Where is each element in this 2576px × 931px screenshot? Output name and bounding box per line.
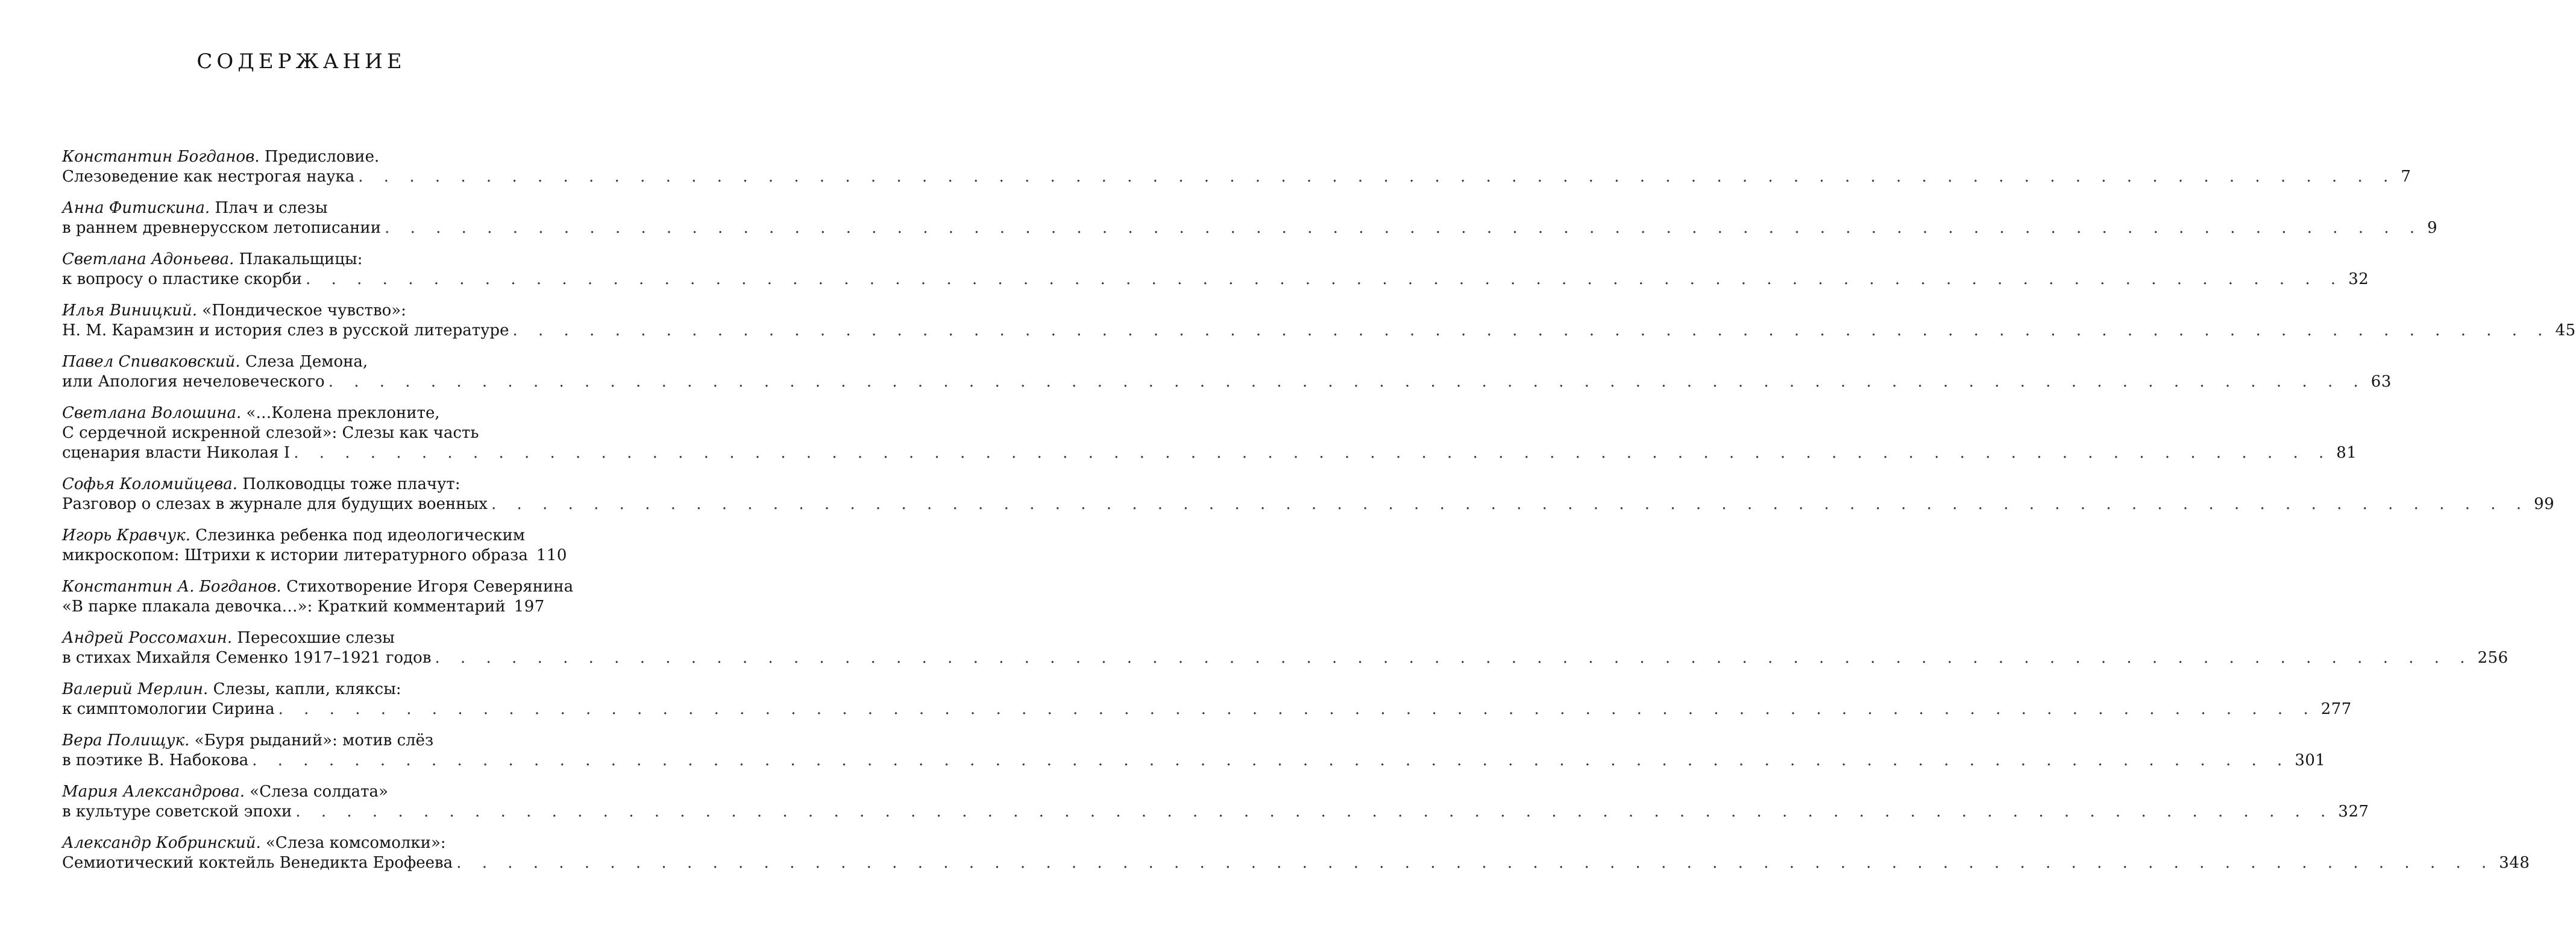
- toc-entry-text: [62, 751, 248, 771]
- table-of-contents: [62, 147, 2576, 885]
- toc-author: Валерий Мерлин.: [62, 680, 209, 698]
- toc-title-line: Пересохшие слезы: [237, 629, 395, 647]
- toc-entry-text: [62, 270, 302, 289]
- toc-title-line: в поэтике В. Набокова: [62, 751, 249, 769]
- toc-title-line: Семиотический коктейль Венедикта Ерофеева: [62, 854, 453, 872]
- page-number: 81: [2336, 444, 2357, 462]
- toc-entry-text: [62, 546, 528, 566]
- page-number: 9: [2427, 219, 2438, 237]
- toc-entry-line: [62, 597, 545, 617]
- toc-title-line: Плач и слезы: [215, 199, 328, 217]
- dot-leader: . . . . . . . . . . . . . . . . . . . . . . . . . . . . . . . . . . . . . . . . . . . . . . . . . . . . . . . . . . . . . . . . . . . . . . . . . . . . . . . .: [278, 700, 2316, 718]
- toc-title-line: Предисловие.: [264, 148, 380, 166]
- toc-entry-line: [62, 147, 539, 167]
- dot-leader: . . . . . . . . . . . . . . . . . . . . . . . . . . . . . . . . . . . . . . . . . . . . . . . . . . . . . . . . . . . . . . . . . . . . . . . . . . . . . . . .: [435, 649, 2473, 667]
- page-number: 277: [2320, 700, 2352, 718]
- toc-entry-line: [62, 321, 2576, 341]
- page-number: 7: [2401, 168, 2411, 186]
- toc-entry-line: [62, 270, 2369, 289]
- toc-entry-text: [62, 167, 354, 187]
- toc-title-line: в стихах Михайля Семенко 1917–1921 годов: [62, 649, 432, 667]
- toc-entry-line: [62, 301, 539, 321]
- toc-title-line: в культуре советской эпохи: [62, 803, 292, 821]
- dot-leader: . . . . . . . . . . . . . . . . . . . . . . . . . . . . . . . . . . . . . . . . . . . . . . . . . . . . . . . . . . . . . . . . . . . . . . . . . . . . . . . .: [295, 803, 2334, 821]
- toc-author: Александр Кобринский.: [62, 834, 261, 852]
- toc-author: Анна Фитискина.: [62, 199, 210, 217]
- toc-entry-line: [62, 372, 2392, 392]
- toc-author: Светлана Волошина.: [62, 404, 242, 422]
- toc-title-line: «Буря рыданий»: мотив слёз: [194, 731, 434, 750]
- toc-title-line: Слезинка ребенка под идеологическим: [195, 526, 526, 544]
- toc-title-line: «Слеза комсомолки»:: [266, 834, 446, 852]
- page-number: 301: [2295, 751, 2326, 769]
- toc-entry-line: [62, 833, 539, 853]
- toc-author: Светлана Адоньева.: [62, 250, 234, 268]
- page-number: 32: [2348, 270, 2369, 288]
- toc-entry[interactable]: [62, 680, 2352, 731]
- page-number: 110: [536, 546, 567, 564]
- toc-entry-line: [62, 218, 2438, 238]
- page-number: 197: [514, 598, 545, 616]
- toc-entry-line: [62, 494, 2555, 514]
- toc-entry-text: [62, 648, 431, 668]
- toc-title-line: Разговор о слезах в журнале для будущих военных: [62, 495, 488, 513]
- toc-entry-line: [62, 731, 539, 751]
- dot-leader: . . . . . . . . . . . . . . . . . . . . . . . . . . . . . . . . . . . . . . . . . . . . . . . . . . . . . . . . . . . . . . . . . . . . . . . . . . . . . . . .: [252, 751, 2290, 769]
- dot-leader: . . . . . . . . . . . . . . . . . . . . . . . . . . . . . . . . . . . . . . . . . . . . . . . . . . . . . . . . . . . . . . . . . . . . . . . . . . . . . . . .: [491, 495, 2530, 513]
- toc-entry[interactable]: [62, 628, 2508, 680]
- toc-entry[interactable]: [62, 301, 2576, 352]
- toc-author: Константин Богданов.: [62, 148, 260, 166]
- toc-title-line: Слеза Демона,: [245, 353, 368, 371]
- toc-author: Вера Полищук.: [62, 731, 190, 750]
- page-number: 45: [2555, 321, 2576, 339]
- dot-leader: . . . . . . . . . . . . . . . . . . . . . . . . . . . . . . . . . . . . . . . . . . . . . . . . . . . . . . . . . . . . . . . . . . . . . . . . . . . . . . . .: [294, 444, 2332, 462]
- toc-title-line: Плакальщицы:: [239, 250, 363, 268]
- dot-leader: . . . . . . . . . . . . . . . . . . . . . . . . . . . . . . . . . . . . . . . . . . . . . . . . . . . . . . . . . . . . . . . . . . . . . . . . . . . . . . . .: [328, 373, 2366, 391]
- toc-entry[interactable]: [62, 577, 574, 628]
- toc-entry-text: [62, 372, 325, 392]
- toc-author: Софья Коломийцева.: [62, 475, 237, 493]
- toc-entry[interactable]: [62, 782, 2369, 833]
- toc-entry-text: [62, 853, 453, 873]
- toc-title-line: к симптомологии Сирина: [62, 700, 275, 718]
- toc-title-line: С сердечной искренной слезой»: Слезы как часть: [62, 424, 479, 442]
- toc-entry[interactable]: [62, 352, 2392, 403]
- toc-title-line: к вопросу о пластике скорби: [62, 270, 303, 288]
- toc-title-line: Полководцы тоже плачут:: [242, 475, 460, 493]
- page-number: 63: [2370, 373, 2392, 391]
- toc-entry-line: [62, 628, 539, 648]
- toc-entry-line: [62, 648, 2508, 668]
- toc-entry-text: [62, 597, 506, 617]
- toc-title-line: «…Колена преклоните,: [246, 404, 440, 422]
- toc-title-line: в раннем древнерусском летописании: [62, 219, 382, 237]
- toc-author: Павел Спиваковский.: [62, 353, 240, 371]
- toc-entry[interactable]: [62, 403, 2357, 475]
- toc-entry-line: [62, 198, 539, 218]
- page-number: 348: [2499, 854, 2530, 872]
- page-number: 327: [2338, 803, 2369, 821]
- toc-entry[interactable]: [62, 526, 567, 577]
- toc-entry-text: [62, 443, 290, 463]
- toc-entry-line: [62, 443, 2357, 463]
- dot-leader: . . . . . . . . . . . . . . . . . . . . . . . . . . . . . . . . . . . . . . . . . . . . . . . . . . . . . . . . . . . . . . . . . . . . . . . . . . . . . . . .: [456, 854, 2495, 872]
- toc-entry[interactable]: [62, 250, 2369, 301]
- dot-leader: . . . . . . . . . . . . . . . . . . . . . . . . . . . . . . . . . . . . . . . . . . . . . . . . . . . . . . . . . . . . . . . . . . . . . . . . . . . . . . . .: [358, 168, 2396, 186]
- toc-author: Илья Виницкий.: [62, 301, 198, 320]
- dot-leader: . . . . . . . . . . . . . . . . . . . . . . . . . . . . . . . . . . . . . . . . . . . . . . . . . . . . . . . . . . . . . . . . . . . . . . . . . . . . . . . .: [385, 219, 2423, 237]
- toc-author: Андрей Россомахин.: [62, 629, 233, 647]
- toc-entry-line: [62, 250, 539, 270]
- dot-leader: . . . . . . . . . . . . . . . . . . . . . . . . . . . . . . . . . . . . . . . . . . . . . . . . . . . . . . . . . . . . . . . . . . . . . . . . . . . . . . . .: [306, 270, 2344, 288]
- page-number: 256: [2477, 649, 2508, 667]
- toc-author: Игорь Кравчук.: [62, 526, 190, 544]
- toc-title-line: микроскопом: Штрихи к истории литературного образа: [62, 546, 528, 564]
- toc-entry-line: [62, 352, 539, 372]
- toc-entry-text: [62, 494, 488, 514]
- toc-entry-line: [62, 423, 539, 443]
- toc-title-line: сценария власти Николая I: [62, 444, 291, 462]
- toc-entry[interactable]: [62, 475, 2555, 526]
- toc-title-line: Стихотворение Игоря Северянина: [286, 578, 574, 596]
- toc-title-line: «В парке плакала девочка…»: Краткий комментарий: [62, 598, 506, 616]
- toc-entry-text: [62, 321, 509, 341]
- toc-title-line: Слезы, капли, кляксы:: [213, 680, 401, 698]
- toc-entry-line: [62, 167, 2411, 187]
- page-title: СОДЕРЖАНИЕ: [196, 49, 406, 74]
- toc-author: Константин А. Богданов.: [62, 578, 281, 596]
- toc-entry-line: [62, 577, 574, 597]
- toc-entry-line: [62, 546, 567, 566]
- toc-entry-line: [62, 403, 539, 423]
- toc-title-line: «Пондическое чувство»:: [202, 301, 406, 320]
- toc-entry-line: [62, 853, 2530, 873]
- toc-title-line: или Апология нечеловеческого: [62, 373, 325, 391]
- toc-entry[interactable]: [62, 731, 2326, 782]
- toc-entry-line: [62, 782, 539, 802]
- toc-entry-line: [62, 802, 2369, 822]
- toc-entry[interactable]: [62, 147, 2411, 198]
- toc-title-line: Слезоведение как нестрогая наука: [62, 168, 355, 186]
- toc-entry-line: [62, 699, 2352, 719]
- toc-entry[interactable]: [62, 833, 2530, 885]
- dot-leader: . . . . . . . . . . . . . . . . . . . . . . . . . . . . . . . . . . . . . . . . . . . . . . . . . . . . . . . . . . . . . . . . . . . . . . . . . . . . . . . .: [512, 321, 2551, 339]
- toc-entry-line: [62, 751, 2326, 771]
- toc-author: Мария Александрова.: [62, 783, 245, 801]
- page-number: 99: [2534, 495, 2555, 513]
- toc-entry-line: [62, 475, 539, 494]
- toc-entry-text: [62, 699, 275, 719]
- toc-entry[interactable]: [62, 198, 2438, 250]
- toc-title-line: «Слеза солдата»: [250, 783, 388, 801]
- toc-entry-line: [62, 526, 539, 546]
- toc-entry-text: [62, 218, 381, 238]
- toc-entry-line: [62, 680, 539, 699]
- toc-title-line: Н. М. Карамзин и история слез в русской литературе: [62, 321, 509, 339]
- toc-entry-text: [62, 802, 292, 822]
